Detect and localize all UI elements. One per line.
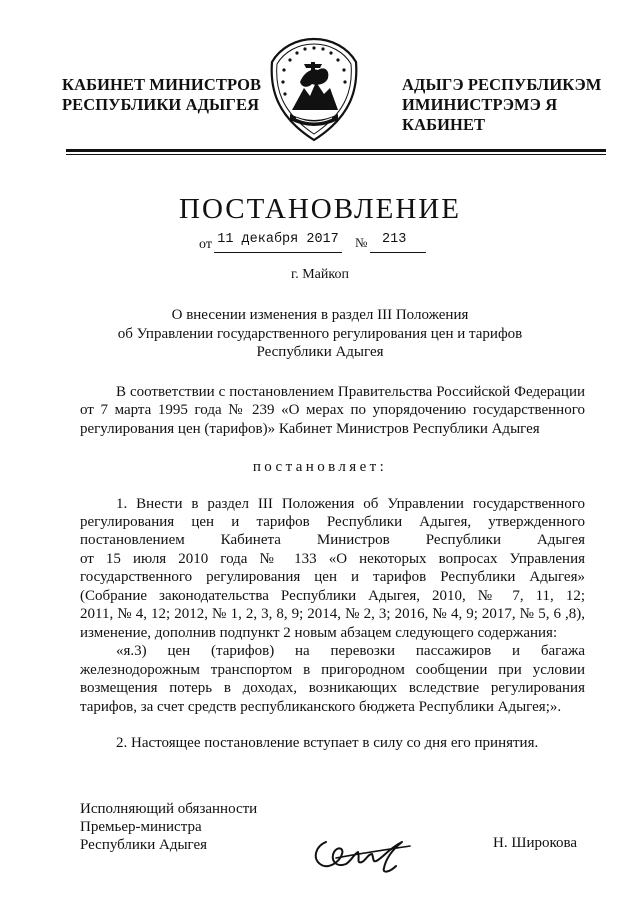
quote-line: возмещения потерь в доходах, возникающих вследствие регулирования <box>80 680 585 696</box>
date-from-label: от <box>199 237 212 252</box>
item1-line: от 15 июля 2010 года № 133 «О некоторых вопросах Управления <box>80 551 585 567</box>
signatory-name: Н. Широкова <box>493 835 578 851</box>
date-underline <box>214 252 342 253</box>
city: г. Майкоп <box>291 267 349 282</box>
decree-word: постановляет: <box>252 459 388 475</box>
quote-line: «я.3) цен (тарифов) на перевозки пассажиров и багажа <box>116 643 585 659</box>
coat-of-arms-icon <box>266 36 362 144</box>
item1-line: 2011, № 4, 12; 2012, № 1, 2, 3, 8, 9; 2014, № 2, 3; 2016, № 4, 9; 2017, № 5, 6 ,8), <box>80 606 585 622</box>
document-title: ПОСТАНОВЛЕНИЕ <box>179 193 461 225</box>
header-right-line-1: АДЫГЭ РЕСПУБЛИКЭМ <box>402 75 602 94</box>
signatory-position <box>80 800 257 854</box>
item1-line: (Собрание законодательства Республики Адыгея, 2010, № 7, 11, 12; <box>80 588 585 604</box>
document-number: 213 <box>382 232 407 247</box>
item1-line: изменение, дополнив подпункт 2 новым абзацем следующего содержания: <box>80 625 558 641</box>
signatory-position-line: Республики Адыгея <box>80 837 208 853</box>
handwritten-signature-icon <box>306 828 418 876</box>
header-right <box>402 75 640 135</box>
subject-heading <box>0 306 640 362</box>
quote-line: железнодорожным транспортом в пригородном сообщении при условии <box>80 662 585 678</box>
item1-line: 1. Внести в раздел III Положения об Управлении государственного <box>116 496 585 512</box>
header-rule-thin <box>66 154 606 155</box>
subject-line: О внесении изменения в раздел III Положения <box>171 307 469 323</box>
preamble-line: регулирования цен (тарифов)» Кабинет Министров Республики Адыгея <box>80 421 540 437</box>
quote-line: тарифов, за счет средств республиканского бюджета Республики Адыгея;». <box>80 699 562 715</box>
item1-line: государственного регулирования цен и тарифов Республики Адыгея» <box>80 569 585 585</box>
header-right-line-2: ИМИНИСТРЭМЭ Я КАБИНЕТ <box>402 95 558 134</box>
preamble-line: В соответствии с постановлением Правительства Российской Федерации <box>116 384 585 400</box>
subject-line: Республики Адыгея <box>256 344 384 360</box>
number-label: № <box>355 235 368 250</box>
signatory-position-line: Премьер-министра <box>80 819 202 835</box>
header-left <box>62 75 261 115</box>
item2-line: 2. Настоящее постановление вступает в силу со дня его принятия. <box>116 735 539 751</box>
header-left-line-1: КАБИНЕТ МИНИСТРОВ <box>62 75 262 94</box>
item1-line: регулирования цен и тарифов Республики Адыгея, утвержденного <box>80 514 585 530</box>
header-rule-thick <box>66 149 606 152</box>
subject-line: об Управлении государственного регулирования цен и тарифов <box>117 325 523 342</box>
date-number-row <box>0 232 640 256</box>
item1-line: постановлением Кабинета Министров Республики Адыгея <box>80 532 585 548</box>
signatory-position-line: Исполняющий обязанности <box>80 801 258 817</box>
header-left-line-2: РЕСПУБЛИКИ АДЫГЕЯ <box>62 95 260 114</box>
preamble-line: от 7 марта 1995 года № 239 «О мерах по упорядочению государственного <box>80 402 585 418</box>
document-date: 11 декабря 2017 <box>217 232 339 247</box>
number-underline <box>370 252 426 253</box>
